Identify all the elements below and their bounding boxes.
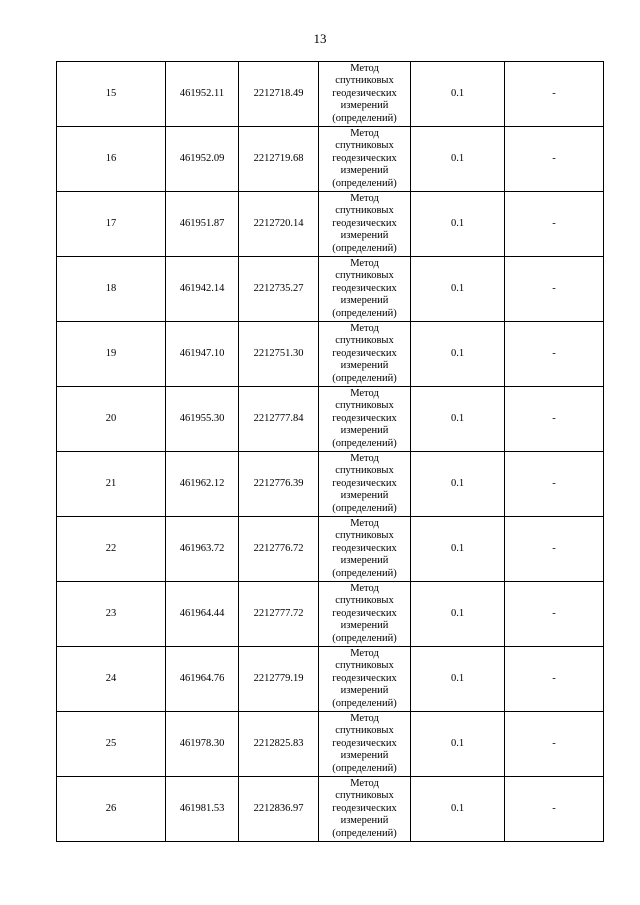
table-row: [57, 322, 604, 387]
table-row: [57, 192, 604, 257]
point-number-cell: 20: [57, 387, 166, 452]
point-number-cell: 19: [57, 322, 166, 387]
method-cell: [319, 777, 411, 842]
point-number-cell: 23: [57, 582, 166, 647]
point-number-cell: 15: [57, 62, 166, 127]
y-coordinate-cell: 2212777.72: [239, 582, 319, 647]
extra-cell: -: [505, 712, 604, 777]
x-coordinate-cell: 461942.14: [166, 257, 239, 322]
x-coordinate-cell: 461951.87: [166, 192, 239, 257]
method-text: Метод спутниковых геодезических измерений (определений): [332, 127, 397, 189]
coordinates-table: [56, 61, 604, 842]
table-row: [57, 452, 604, 517]
point-number-cell: 16: [57, 127, 166, 192]
table-row: [57, 777, 604, 842]
y-coordinate-cell: 2212751.30: [239, 322, 319, 387]
table-row: [57, 127, 604, 192]
accuracy-cell: 0.1: [411, 387, 505, 452]
extra-cell: -: [505, 127, 604, 192]
method-text: Метод спутниковых геодезических измерений (определений): [332, 62, 397, 124]
table-row: [57, 387, 604, 452]
extra-cell: -: [505, 62, 604, 127]
method-text: Метод спутниковых геодезических измерений (определений): [332, 777, 397, 839]
point-number-cell: 18: [57, 257, 166, 322]
method-cell: [319, 192, 411, 257]
table-row: [57, 517, 604, 582]
table-row: [57, 647, 604, 712]
y-coordinate-cell: 2212825.83: [239, 712, 319, 777]
method-cell: [319, 322, 411, 387]
accuracy-cell: 0.1: [411, 62, 505, 127]
method-text: Метод спутниковых геодезических измерений (определений): [332, 387, 397, 449]
method-text: Метод спутниковых геодезических измерений (определений): [332, 452, 397, 514]
method-cell: [319, 127, 411, 192]
method-cell: [319, 387, 411, 452]
accuracy-cell: 0.1: [411, 647, 505, 712]
extra-cell: -: [505, 582, 604, 647]
method-cell: [319, 257, 411, 322]
coordinates-table-body: [57, 62, 604, 842]
y-coordinate-cell: 2212720.14: [239, 192, 319, 257]
y-coordinate-cell: 2212718.49: [239, 62, 319, 127]
y-coordinate-cell: 2212776.39: [239, 452, 319, 517]
method-text: Метод спутниковых геодезических измерений (определений): [332, 192, 397, 254]
extra-cell: -: [505, 322, 604, 387]
x-coordinate-cell: 461952.11: [166, 62, 239, 127]
point-number-cell: 21: [57, 452, 166, 517]
y-coordinate-cell: 2212776.72: [239, 517, 319, 582]
table-row: [57, 712, 604, 777]
extra-cell: -: [505, 517, 604, 582]
method-text: Метод спутниковых геодезических измерений (определений): [332, 712, 397, 774]
method-cell: [319, 712, 411, 777]
extra-cell: -: [505, 647, 604, 712]
accuracy-cell: 0.1: [411, 322, 505, 387]
accuracy-cell: 0.1: [411, 582, 505, 647]
accuracy-cell: 0.1: [411, 257, 505, 322]
x-coordinate-cell: 461978.30: [166, 712, 239, 777]
extra-cell: -: [505, 387, 604, 452]
accuracy-cell: 0.1: [411, 712, 505, 777]
x-coordinate-cell: 461947.10: [166, 322, 239, 387]
x-coordinate-cell: 461964.76: [166, 647, 239, 712]
x-coordinate-cell: 461955.30: [166, 387, 239, 452]
table-row: [57, 62, 604, 127]
method-cell: [319, 582, 411, 647]
method-text: Метод спутниковых геодезических измерений (определений): [332, 322, 397, 384]
method-cell: [319, 62, 411, 127]
method-text: Метод спутниковых геодезических измерений (определений): [332, 517, 397, 579]
y-coordinate-cell: 2212779.19: [239, 647, 319, 712]
method-text: Метод спутниковых геодезических измерений (определений): [332, 647, 397, 709]
y-coordinate-cell: 2212719.68: [239, 127, 319, 192]
table-row: [57, 582, 604, 647]
point-number-cell: 26: [57, 777, 166, 842]
point-number-cell: 24: [57, 647, 166, 712]
x-coordinate-cell: 461952.09: [166, 127, 239, 192]
x-coordinate-cell: 461963.72: [166, 517, 239, 582]
accuracy-cell: 0.1: [411, 192, 505, 257]
accuracy-cell: 0.1: [411, 127, 505, 192]
x-coordinate-cell: 461962.12: [166, 452, 239, 517]
extra-cell: -: [505, 777, 604, 842]
y-coordinate-cell: 2212777.84: [239, 387, 319, 452]
page-number: 13: [313, 31, 327, 46]
accuracy-cell: 0.1: [411, 452, 505, 517]
extra-cell: -: [505, 452, 604, 517]
method-text: Метод спутниковых геодезических измерений (определений): [332, 582, 397, 644]
method-cell: [319, 452, 411, 517]
extra-cell: -: [505, 192, 604, 257]
x-coordinate-cell: 461981.53: [166, 777, 239, 842]
point-number-cell: 22: [57, 517, 166, 582]
table-row: [57, 257, 604, 322]
accuracy-cell: 0.1: [411, 517, 505, 582]
method-text: Метод спутниковых геодезических измерений (определений): [332, 257, 397, 319]
point-number-cell: 25: [57, 712, 166, 777]
method-cell: [319, 647, 411, 712]
point-number-cell: 17: [57, 192, 166, 257]
y-coordinate-cell: 2212735.27: [239, 257, 319, 322]
extra-cell: -: [505, 257, 604, 322]
method-cell: [319, 517, 411, 582]
y-coordinate-cell: 2212836.97: [239, 777, 319, 842]
accuracy-cell: 0.1: [411, 777, 505, 842]
x-coordinate-cell: 461964.44: [166, 582, 239, 647]
